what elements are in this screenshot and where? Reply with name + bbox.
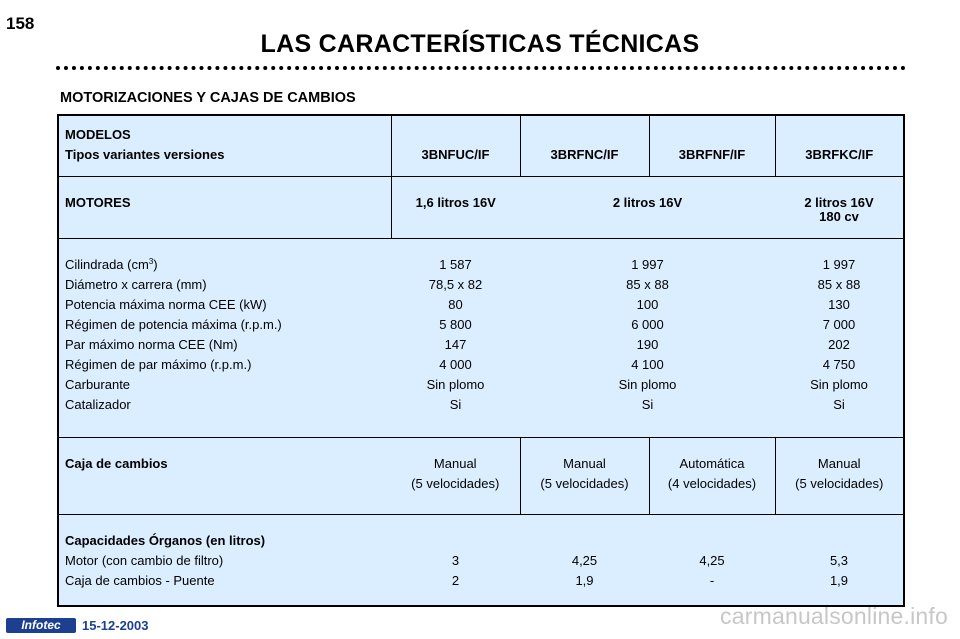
spec-values-engine-c xyxy=(775,239,904,438)
spec-values-engine-a xyxy=(391,239,520,438)
capacity-label: Caja de cambios - Puente xyxy=(65,573,215,588)
model-code: 3BRFKC/IF xyxy=(805,147,874,162)
gearbox-cell xyxy=(649,438,775,515)
gearbox-row xyxy=(58,438,904,515)
spec-value: 4 000 xyxy=(439,357,472,372)
spec-label: Régimen de par máximo (r.p.m.) xyxy=(65,357,252,372)
spec-value: Sin plomo xyxy=(810,377,868,392)
models-row xyxy=(58,115,904,177)
model-code-cell xyxy=(775,115,904,177)
gearbox-cell xyxy=(520,438,649,515)
spec-label: Diámetro x carrera (mm) xyxy=(65,277,207,292)
section-title: MOTORIZACIONES Y CAJAS DE CAMBIOS xyxy=(60,90,356,106)
engine-value: 2 litros 16V xyxy=(612,195,683,210)
spec-label: Par máximo norma CEE (Nm) xyxy=(65,337,238,352)
spec-value: 5 800 xyxy=(439,317,472,332)
engine-cell xyxy=(775,177,904,239)
capacity-value: 1,9 xyxy=(575,573,594,588)
spec-value: 1 997 xyxy=(822,257,856,272)
spec-value: Sin plomo xyxy=(618,377,677,392)
specs-row xyxy=(58,239,904,438)
spec-label: Régimen de potencia máxima (r.p.m.) xyxy=(65,317,282,332)
capacity-value: 4,25 xyxy=(699,553,725,568)
spec-value: 85 x 88 xyxy=(626,277,669,292)
gearbox-type: Manual xyxy=(563,456,606,471)
capacities-label: Capacidades Órganos (en litros) xyxy=(65,533,266,548)
motors-label-cell xyxy=(58,177,391,239)
spec-value: 4 100 xyxy=(631,357,664,372)
gearbox-label: Caja de cambios xyxy=(65,456,168,471)
gearbox-detail: (4 velocidades) xyxy=(667,476,757,491)
variants-label: Tipos variantes versiones xyxy=(65,147,225,162)
models-label-cell xyxy=(58,115,391,177)
capacity-cell xyxy=(520,515,649,607)
spec-value: 202 xyxy=(828,337,850,352)
capacities-row xyxy=(58,515,904,607)
gearbox-cell xyxy=(775,438,904,515)
spec-value: 1 997 xyxy=(631,257,664,272)
capacity-value: 3 xyxy=(451,553,460,568)
model-code-cell xyxy=(520,115,649,177)
capacity-cell xyxy=(649,515,775,607)
capacity-value: 1,9 xyxy=(829,573,849,588)
spec-value: Sin plomo xyxy=(426,377,485,392)
gearbox-cell xyxy=(391,438,520,515)
capacity-cell xyxy=(775,515,904,607)
capacity-value: 5,3 xyxy=(829,553,849,568)
gearbox-detail: (5 velocidades) xyxy=(411,476,500,491)
spec-value: 130 xyxy=(828,297,850,312)
engine-power: 180 cv xyxy=(819,209,859,224)
capacity-cell xyxy=(391,515,520,607)
specs-labels-cell xyxy=(58,239,391,438)
page-number: 158 xyxy=(6,14,35,33)
spec-value: Si xyxy=(833,397,845,412)
spec-value: 147 xyxy=(444,337,467,352)
engine-value: 2 litros 16V xyxy=(804,195,874,210)
capacities-labels-cell xyxy=(58,515,391,607)
watermark: carmanualsonline.info xyxy=(720,603,948,629)
specifications-table xyxy=(57,114,905,607)
engine-cell xyxy=(391,177,520,239)
model-code-cell xyxy=(649,115,775,177)
model-code: 3BRFNC/IF xyxy=(550,147,619,162)
page-title: LAS CARACTERÍSTICAS TÉCNICAS xyxy=(260,30,700,58)
gearbox-label-cell xyxy=(58,438,391,515)
spec-label: Catalizador xyxy=(65,397,131,412)
gearbox-detail: (5 velocidades) xyxy=(795,476,884,491)
spec-value: 7 000 xyxy=(822,317,856,332)
gearbox-type: Automática xyxy=(679,456,745,471)
model-code: 3BRFNF/IF xyxy=(678,147,746,162)
capacity-value: 4,25 xyxy=(571,553,598,568)
spec-value: 190 xyxy=(636,337,659,352)
model-code-cell xyxy=(391,115,520,177)
spec-label: Carburante xyxy=(65,377,131,392)
infotec-logo: Infotec xyxy=(6,618,76,633)
gearbox-type: Manual xyxy=(817,456,861,471)
spec-label: Potencia máxima norma CEE (kW) xyxy=(65,297,267,312)
gearbox-detail: (5 velocidades) xyxy=(540,476,629,491)
spec-value: 85 x 88 xyxy=(817,277,861,292)
spec-values-engine-b xyxy=(520,239,775,438)
engine-cell xyxy=(520,177,775,239)
engine-value: 1,6 litros 16V xyxy=(415,195,496,210)
spec-label: Cilindrada $(cm^3)$ xyxy=(65,257,158,272)
spec-value: 78,5 x 82 xyxy=(428,277,483,292)
gearbox-type: Manual xyxy=(433,456,477,471)
dotted-divider xyxy=(56,66,906,70)
spec-value: 4 750 xyxy=(822,357,856,372)
spec-value: Si xyxy=(641,397,654,412)
spec-value: 1 587 xyxy=(439,257,472,272)
capacity-value: 2 xyxy=(451,573,460,588)
model-code: 3BNFUC/IF xyxy=(421,147,490,162)
spec-value: Si xyxy=(449,397,462,412)
spec-value: 80 xyxy=(448,297,463,312)
motors-row xyxy=(58,177,904,239)
footer-date: 15-12-2003 xyxy=(82,618,149,633)
capacity-label: Motor (con cambio de filtro) xyxy=(65,553,224,568)
models-label: MODELOS xyxy=(65,127,131,142)
capacity-value: - xyxy=(709,573,715,588)
spec-value: 6 000 xyxy=(631,317,664,332)
spec-value: 100 xyxy=(636,297,659,312)
motors-label: MOTORES xyxy=(65,195,131,210)
